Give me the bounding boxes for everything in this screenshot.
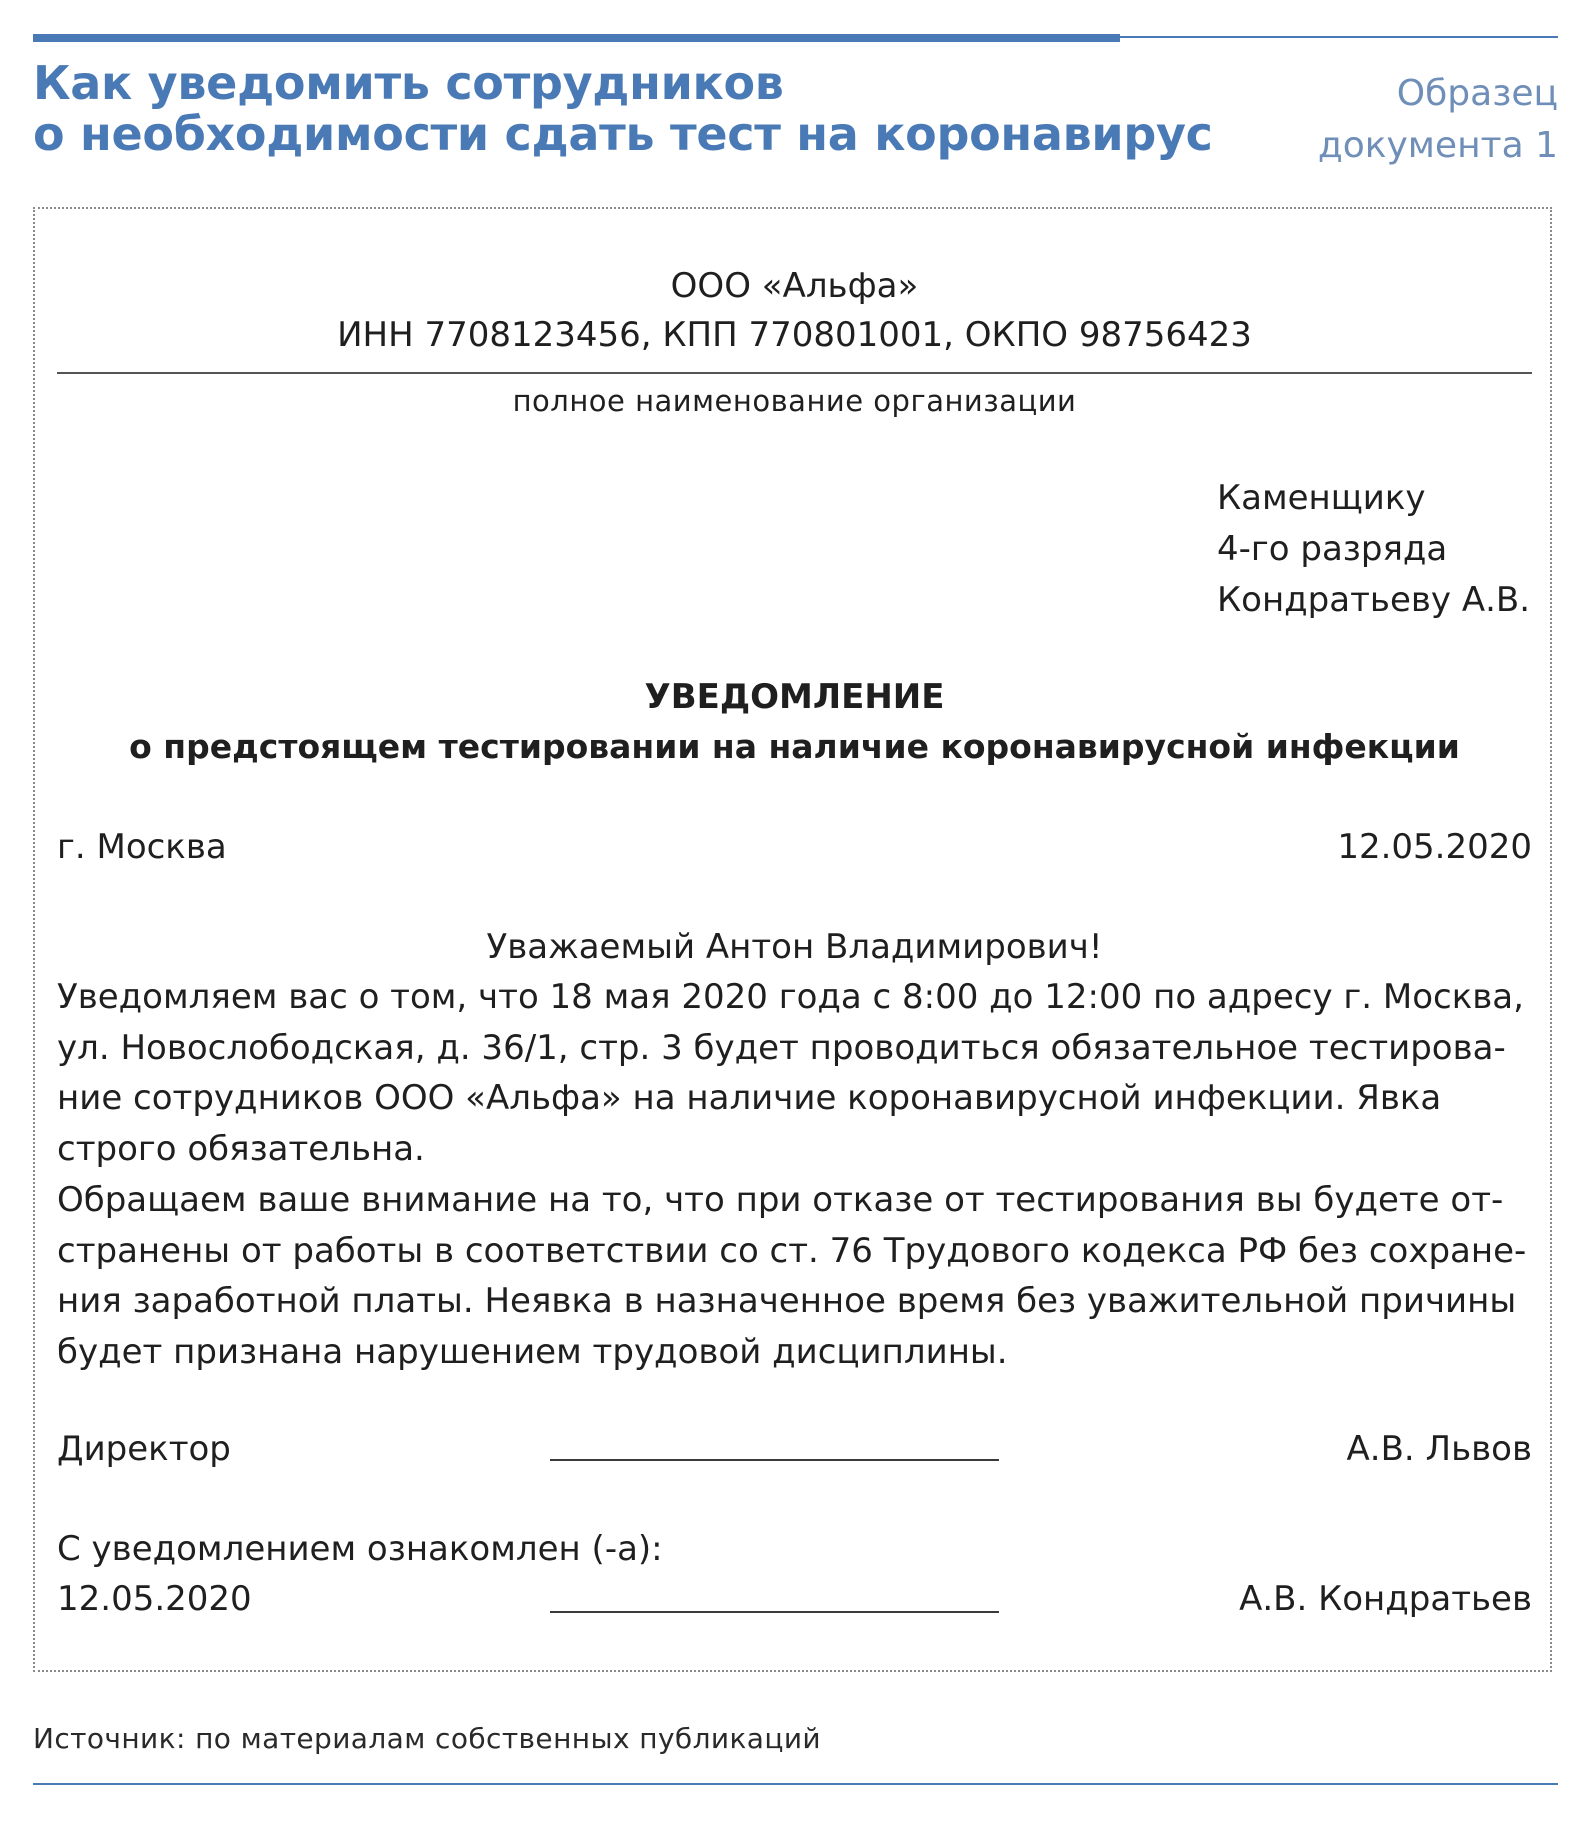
notice-subtitle: о предстоящем тестировании на наличие коронавирусной инфекции bbox=[129, 727, 1460, 766]
source-note: Источник: по материалам собственных публикаций bbox=[33, 1722, 822, 1755]
page-title-line-1: Как уведомить сотрудников bbox=[33, 56, 784, 110]
paragraph-line: ние сотрудников ООО «Альфа» на наличие коронавирусной инфекции. Явка bbox=[57, 1078, 1442, 1118]
sample-label-line-2: документа 1 bbox=[1317, 125, 1558, 166]
signature-line-employee bbox=[550, 1611, 999, 1613]
page-title bbox=[33, 56, 1213, 161]
footer-rule bbox=[33, 1783, 1558, 1785]
paragraph-line: ул. Новослободская, д. 36/1, стр. 3 будет проводиться обязательное тестирова- bbox=[57, 1027, 1506, 1068]
recipient-line-2: 4-го разряда bbox=[1217, 529, 1448, 569]
organization-caption: полное наименование организации bbox=[512, 384, 1077, 418]
paragraph-line: странены от работы в соответствии со ст. 76 Трудового кодекса РФ без сохране- bbox=[57, 1230, 1527, 1271]
acknowledgement-date: 12.05.2020 bbox=[57, 1579, 252, 1619]
organization-rule bbox=[57, 372, 1532, 374]
acknowledgement-label: С уведомлением ознакомлен (-а): bbox=[57, 1529, 663, 1569]
signer-title: Директор bbox=[57, 1429, 231, 1469]
paragraph-line: строго обязательна. bbox=[57, 1128, 425, 1169]
city: г. Москва bbox=[57, 827, 227, 867]
sample-label-line-1: Образец bbox=[1396, 73, 1558, 114]
recipient-line-3: Кондратьеву А.В. bbox=[1217, 580, 1531, 620]
page-title-line-2: о необходимости сдать тест на коронавирус bbox=[33, 107, 1213, 161]
sample-label bbox=[1318, 68, 1558, 172]
paragraph-line: ния заработной платы. Неявка в назначенное время без уважительной причины bbox=[57, 1281, 1517, 1321]
header-rule-thick bbox=[33, 34, 1120, 42]
greeting: Уважаемый Антон Владимирович! bbox=[486, 927, 1103, 967]
organization-ids: ИНН 7708123456, КПП 770801001, ОКПО 98756423 bbox=[337, 315, 1252, 355]
paragraph-line: Обращаем ваше внимание на то, что при отказе от тестирования вы будете от- bbox=[57, 1180, 1504, 1220]
recipient-line-1: Каменщику bbox=[1217, 478, 1426, 518]
header-rule-thin bbox=[1120, 36, 1558, 38]
acknowledgement-name: А.В. Кондратьев bbox=[1239, 1579, 1532, 1619]
signer-name: А.В. Львов bbox=[1346, 1429, 1532, 1469]
notice-title: УВЕДОМЛЕНИЕ bbox=[644, 677, 945, 717]
recipient-block bbox=[1217, 473, 1530, 626]
body-paragraph-1 bbox=[57, 972, 1537, 1174]
paragraph-line: Уведомляем вас о том, что 18 мая 2020 года с 8:00 до 12:00 по адресу г. Москва, bbox=[57, 977, 1524, 1017]
body-paragraph-2 bbox=[57, 1175, 1537, 1377]
organization-name: ООО «Альфа» bbox=[670, 266, 919, 306]
document-date: 12.05.2020 bbox=[1337, 827, 1532, 867]
paragraph-line: будет признана нарушением трудовой дисциплины. bbox=[57, 1331, 1008, 1372]
signature-line-director bbox=[550, 1459, 999, 1461]
